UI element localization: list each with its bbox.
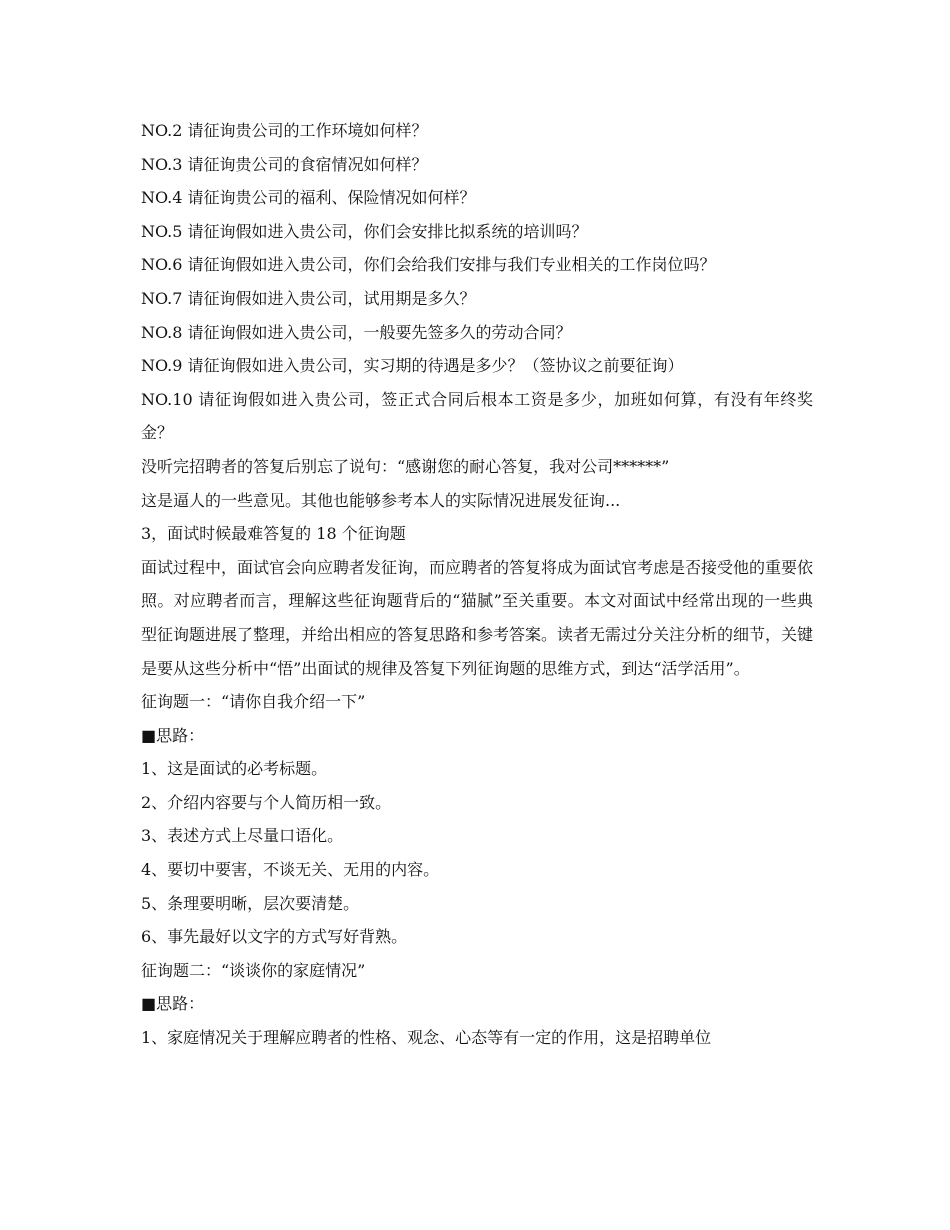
question-one-thinking-label: ■思路： [141,725,205,745]
question-no4: NO.4 请征询贵公司的福利、保险情况如何样？ [141,188,476,208]
question-no6: NO.6 请征询假如进入贵公司，你们会给我们安排与我们专业相关的工作岗位吗？ [141,255,716,275]
question-no5: NO.5 请征询假如进入贵公司，你们会安排比拟系统的培训吗？ [141,221,588,241]
question-one-title: 征询题一：“请你自我介绍一下” [141,692,366,712]
question-one-point: 5、条理要明晰，层次要清楚。 [141,893,360,913]
question-one-point: 4、要切中要害，不谈无关、无用的内容。 [141,860,440,880]
intro-paragraph: 面试过程中，面试官会向应聘者发征询，而应聘者的答复将成为面试官考虑是否接受他的重要依照。对应聘者而言，理解这些征询题背后的“猫腻”至关重要。本文对面试中经常出现的一些典型征询题进展了整理，并给出相应的答复思路和参考答案。读者无需过分关注分析的细节，关键是要从这些分析中“悟”出面试的规律及答复下列征询题的思维方式，到达“活学活用”。 [141,557,814,678]
section-heading: 3，面试时候最难答复的 18 个征询题 [141,524,406,544]
question-no10: NO.10 请征询假如进入贵公司，签正式合同后根本工资是多少，加班如何算，有没有年终奖金？ [141,389,813,443]
question-two-title: 征询题二：“谈谈你的家庭情况” [141,960,366,980]
question-no9: NO.9 请征询假如进入贵公司，实习期的待遇是多少？（签协议之前要征询） [141,356,684,376]
question-one-point: 1、这是面试的必考标题。 [141,759,328,779]
question-no3: NO.3 请征询贵公司的食宿情况如何样？ [141,154,428,174]
question-no2: NO.2 请征询贵公司的工作环境如何样？ [141,121,428,140]
question-two-point: 1、家庭情况关于理解应聘者的性格、观念、心态等有一定的作用，这是招聘单位 [141,1028,712,1048]
question-one-point: 6、事先最好以文字的方式写好背熟。 [141,927,408,947]
question-one-point: 2、介绍内容要与个人简历相一致。 [141,792,392,812]
question-two-thinking-label: ■思路： [141,994,205,1014]
document-page [141,114,813,1055]
closing-tip: 没听完招聘者的答复后别忘了说句：“感谢您的耐心答复，我对公司******” [141,456,670,476]
question-no7: NO.7 请征询假如进入贵公司，试用期是多久？ [141,288,476,308]
note-text: 这是逼人的一些意见。其他也能够参考本人的实际情况进展发征询... [141,490,621,510]
question-no8: NO.8 请征询假如进入贵公司，一般要先签多久的劳动合同？ [141,322,572,342]
question-one-point: 3、表述方式上尽量口语化。 [141,826,344,846]
